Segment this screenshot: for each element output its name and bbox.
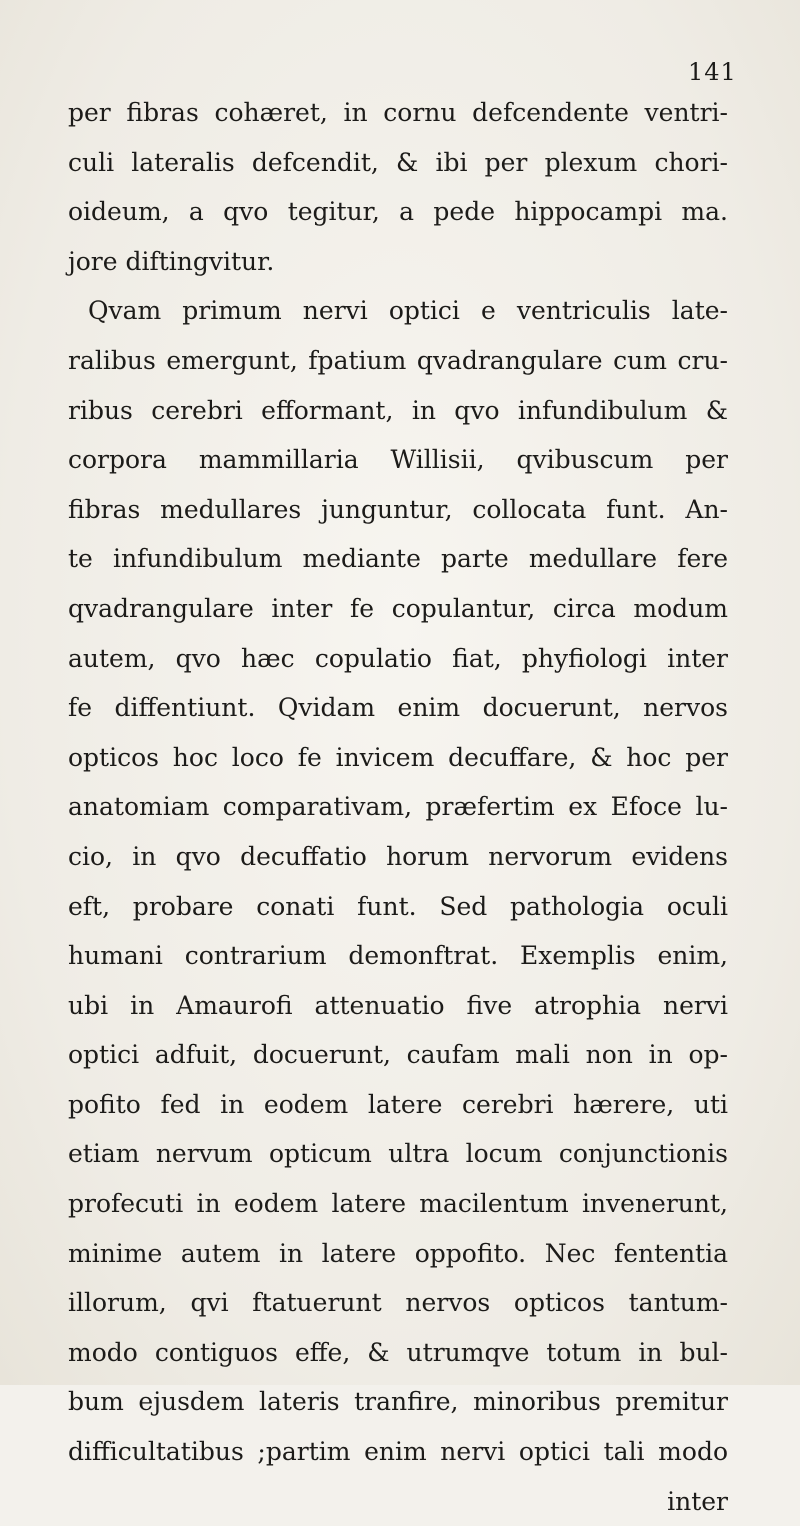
text-line: anatomiam comparativam, præfertim ex Efoce lu- [68, 792, 728, 822]
text-line: opticos hoc loco fe invicem decuffare, & hoc per [68, 742, 728, 772]
text-line: fe diffentiunt. Qvidam enim docuerunt, nervos [68, 693, 728, 723]
text-line: profecuti in eodem latere macilentum invenerunt, [68, 1189, 728, 1219]
text-line: oideum, a qvo tegitur, a pede hippocampi ma. [68, 197, 728, 227]
text-line: bum ejusdem lateris tranfire, minoribus premitur [68, 1387, 728, 1417]
text-line: etiam nervum opticum ultra locum conjunctionis [68, 1139, 728, 1169]
text-line: ubi in Amaurofi attenuatio five atrophia nervi [68, 990, 728, 1020]
text-line: cio, in qvo decuffatio horum nervorum evidens [68, 841, 728, 871]
text-line: qvadrangulare inter fe copulantur, circa modum [68, 593, 728, 623]
text-line: eft, probare conati funt. Sed pathologia oculi [68, 891, 728, 921]
text-line: pofito fed in eodem latere cerebri hærere, uti [68, 1089, 728, 1119]
text-line: ribus cerebri efformant, in qvo infundibulum & [68, 395, 728, 425]
text-line: humani contrarium demonftrat. Exemplis enim, [68, 941, 728, 971]
text-line: difficultatibus ;partim enim nervi optici tali modo [68, 1437, 728, 1467]
body-text [68, 88, 728, 1526]
text-line: per fibras cohæret, in cornu defcendente ventri- [68, 98, 728, 127]
catchword: inter [667, 1486, 728, 1516]
text-line: modo contiguos effe, & utrumqve totum in bul- [68, 1337, 728, 1367]
text-line: fibras medullares junguntur, collocata funt. An- [68, 494, 728, 524]
page-number: 141 [688, 58, 737, 86]
text-line: optici adfuit, docuerunt, caufam mali non in op- [68, 1040, 728, 1070]
text-line: autem, qvo hæc copulatio fiat, phyfiologi inter [68, 643, 728, 673]
text-line: ralibus emergunt, fpatium qvadrangulare cum cru- [68, 345, 728, 375]
text-line: Qvam primum nervi optici e ventriculis late- [88, 296, 728, 326]
text-line: illorum, qvi ftatuerunt nervos opticos tantum- [68, 1288, 728, 1318]
text-line: jore diftingvitur. [68, 246, 275, 276]
text-line: corpora mammillaria Willisii, qvibuscum per [68, 445, 728, 475]
text-line: minime autem in latere oppofito. Nec fententia [68, 1238, 728, 1268]
text-line: te infundibulum mediante parte medullare fere [68, 544, 728, 574]
text-line: culi lateralis defcendit, & ibi per plexum chori- [68, 147, 728, 177]
